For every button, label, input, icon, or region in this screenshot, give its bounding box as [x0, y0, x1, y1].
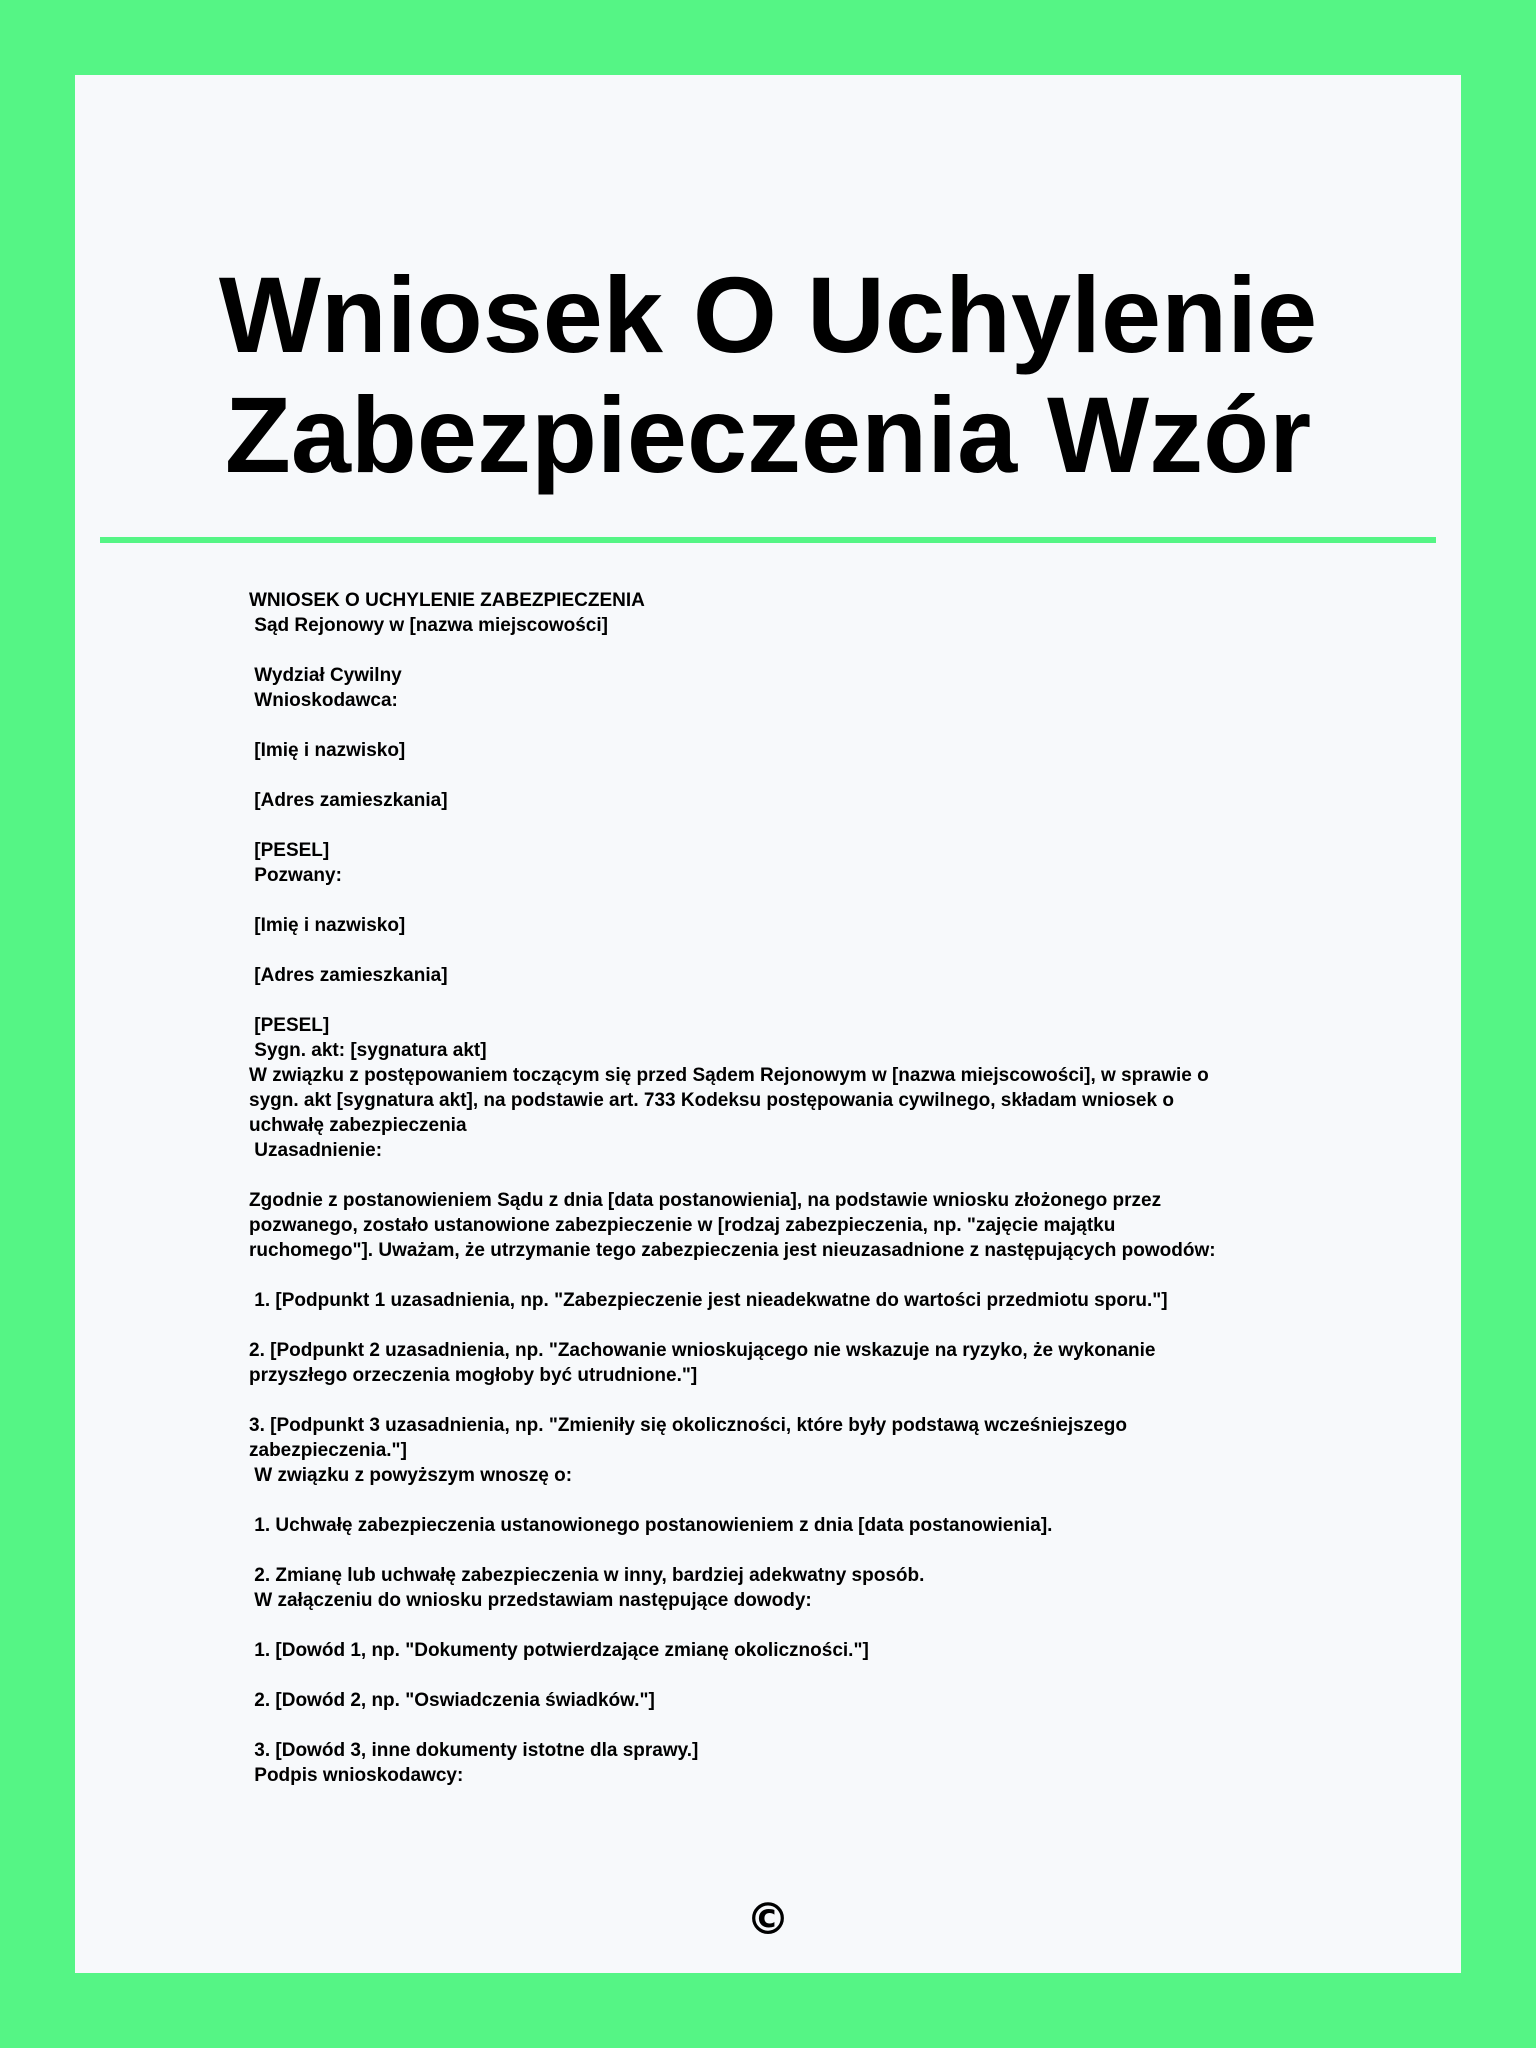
body-line: Sygn. akt: [sygnatura akt] [249, 1040, 487, 1061]
document-title [75, 255, 1461, 495]
body-line: 3. [Dowód 3, inne dokumenty istotne dla sprawy.] [249, 1740, 699, 1761]
body-line: 1. [Podpunkt 1 uzasadnienia, np. "Zabezpieczenie jest nieadekwatne do wartości przedmiotu sporu."] [249, 1290, 1168, 1311]
body-line: 2. Zmianę lub uchwałę zabezpieczenia w inny, bardziej adekwatny sposób. [249, 1565, 925, 1586]
body-line: Pozwany: [249, 865, 342, 886]
body-line: Sąd Rejonowy w [nazwa miejscowości] [249, 615, 608, 636]
body-line [249, 1538, 1289, 1563]
body-line [249, 1263, 1289, 1288]
body-line [249, 888, 1289, 913]
title-divider [100, 537, 1436, 543]
body-line: Wydział Cywilny [249, 665, 402, 686]
body-line: W związku z postępowaniem toczącym się przed Sądem Rejonowym w [nazwa miejscowości], w sprawie o [249, 1065, 1209, 1086]
body-line: Wnioskodawca: [249, 690, 398, 711]
body-line [249, 1388, 1289, 1413]
document-body [249, 588, 1289, 1788]
body-line: przyszłego orzeczenia mogłoby być utrudnione."] [249, 1365, 698, 1386]
body-line: 2. [Dowód 2, np. "Oswiadczenia świadków."] [249, 1690, 655, 1711]
body-line: pozwanego, zostało ustanowione zabezpieczenie w [rodzaj zabezpieczenia, np. "zajęcie majątku [249, 1215, 1116, 1236]
body-line: [Imię i nazwisko] [249, 915, 406, 936]
body-line: [Adres zamieszkania] [249, 965, 448, 986]
body-line: 3. [Podpunkt 3 uzasadnienia, np. "Zmieniły się okoliczności, które były podstawą wcześniejszego [249, 1415, 1127, 1436]
body-line [249, 638, 1289, 663]
copyright-icon: © [746, 1894, 790, 1945]
body-line: zabezpieczenia."] [249, 1440, 407, 1461]
body-line: [Imię i nazwisko] [249, 740, 406, 761]
body-line [249, 1713, 1289, 1738]
body-line [249, 813, 1289, 838]
body-line: 2. [Podpunkt 2 uzasadnienia, np. "Zachowanie wnioskującego nie wskazuje na ryzyko, że wykonanie [249, 1340, 1156, 1361]
title-line-1: Wniosek O Uchylenie [218, 254, 1318, 375]
body-line [249, 938, 1289, 963]
body-line: W załączeniu do wniosku przedstawiam następujące dowody: [249, 1590, 812, 1611]
body-line [249, 1663, 1289, 1688]
body-line: Uzasadnienie: [249, 1140, 383, 1161]
body-line: 1. [Dowód 1, np. "Dokumenty potwierdzające zmianę okoliczności."] [249, 1640, 869, 1661]
body-line: ruchomego"]. Uważam, że utrzymanie tego zabezpieczenia jest nieuzasadnione z następujących powodów: [249, 1240, 1216, 1261]
body-line [249, 1488, 1289, 1513]
body-line [249, 713, 1289, 738]
body-line: Zgodnie z postanowieniem Sądu z dnia [data postanowienia], na podstawie wniosku złożonego przez [249, 1190, 1162, 1211]
body-line: W związku z powyższym wnoszę o: [249, 1465, 573, 1486]
body-line: Podpis wnioskodawcy: [249, 1765, 464, 1786]
body-line [249, 1163, 1289, 1188]
document-page [75, 75, 1461, 1973]
title-line-2: Zabezpieczenia Wzór [224, 374, 1312, 495]
body-line [249, 988, 1289, 1013]
body-line: [PESEL] [249, 840, 330, 861]
body-line: WNIOSEK O UCHYLENIE ZABEZPIECZENIA [249, 590, 645, 611]
body-line: sygn. akt [sygnatura akt], na podstawie art. 733 Kodeksu postępowania cywilnego, składam wniosek o [249, 1090, 1174, 1111]
body-line: [PESEL] [249, 1015, 330, 1036]
body-line [249, 763, 1289, 788]
body-line: 1. Uchwałę zabezpieczenia ustanowionego postanowieniem z dnia [data postanowienia]. [249, 1515, 1053, 1536]
body-line: uchwałę zabezpieczenia [249, 1115, 467, 1136]
body-line [249, 1313, 1289, 1338]
body-line: [Adres zamieszkania] [249, 790, 448, 811]
body-line [249, 1613, 1289, 1638]
